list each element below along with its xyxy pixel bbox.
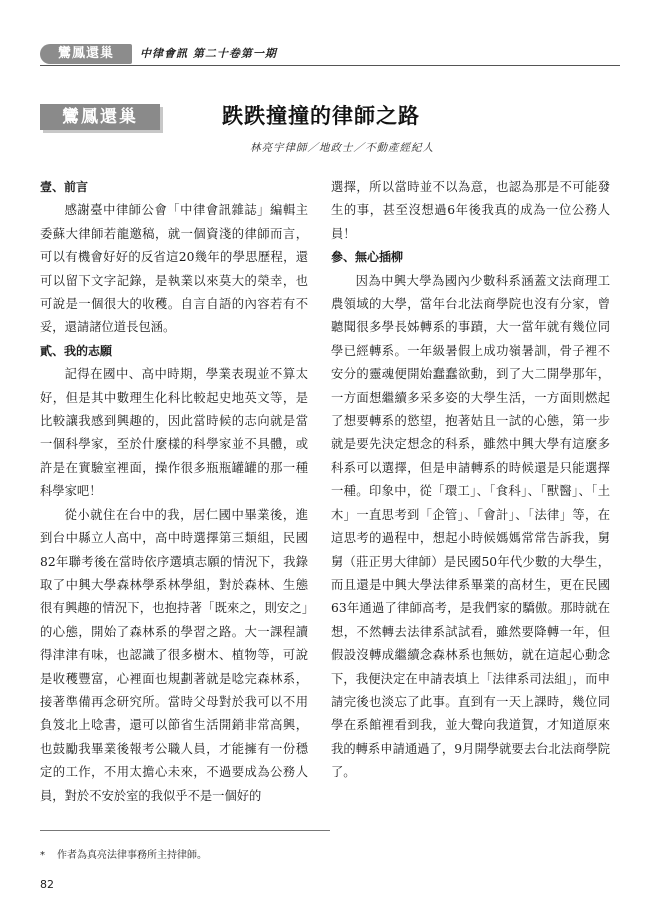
- footnote-mark: *: [40, 850, 45, 861]
- section-heading: 參、無心插柳: [331, 250, 404, 265]
- running-header-journal-title: 中律會訊 第二十卷第一期: [140, 47, 277, 60]
- paragraph: 感謝臺中律師公會「中律會訊雜誌」編輯主委蘇大律師若龍邀稿，就一個資淺的律師而言，可以有機會好好的反省這20幾年的學思歷程，還可以留下文字記錄，是執業以來莫大的榮幸，也可說是一個很大的收穫。自言自語的內容若有不妥，還請諸位道長包涵。: [40, 203, 308, 335]
- paragraph: 因為中興大學為國內少數科系涵蓋文法商理工農領域的大學，當年台北法商學院也沒有分家，曾聽聞很多學長姊轉系的事蹟，大一當年就有幾位同學已經轉系。一年級暑假上成功嶺暑訓，骨子裡不安分的靈魂便開始蠢蠢欲動，到了大二開學那年，一方面想繼續多采多姿的大學生活，一方面則燃起了想要轉系的慾望，抱著姑且一試的心態，第一步就是要先決定想念的科系，雖然中興大學有這麼多科系可以選擇，但是申請轉系的時候還是只能選擇一種。印象中，從「環工」、「食科」、「獸醫」、「土木」一直思考到「企管」、「會計」、「法律」等，在這思考的過程中，想起小時候媽媽常常告訴我，舅舅（莊正男大律師）是民國50年代少數的大學生，而且還是中興大學法律系畢業的高材生，更在民國63年通過了律師高考，是我們家的驕傲。那時就在想，不然轉去法律系試試看，雖然要降轉一年，但假設沒轉成繼續念森林系也無妨，就在這起心動念下，我便決定在申請表填上「法律系司法組」，而申請完後也淡忘了此事。直到有一天上課時，幾位同學在系館裡看到我，並大聲向我道賀，才知道原來我的轉系申請通過了，9月開學就要去台北法商學院了。: [331, 273, 610, 780]
- footnote-text: 作者為真亮法律事務所主持律師。: [57, 850, 207, 861]
- footnote-rule: [40, 830, 330, 831]
- running-header-rule: [40, 65, 620, 66]
- section-heading: 壹、前言: [40, 180, 89, 194]
- article-title: 跌跌撞撞的律師之路: [222, 103, 420, 128]
- running-header-section-tab: 鸞鳳還巢: [40, 44, 132, 64]
- running-header: [40, 44, 620, 66]
- article-byline: 林亮宇律師／地政士／不動產經紀人: [250, 142, 434, 154]
- section-heading: 貳、我的志願: [40, 343, 113, 358]
- paragraph: 從小就住在台中的我，居仁國中畢業後，進到台中縣立人高中，高中時選擇第三類組，民國82年聯考後在當時依序選填志願的情況下，我錄取了中興大學森林學系林學組，對於森林、生態很有興趣的情況下，也抱持著「既來之，則安之」的心態，開始了森林系的學習之路。大一課程讀得津津有味，也認識了很多樹木、植物等，可說是收穫豐富，心裡面也規劃著就是唸完森林系，接著準備再念研究所。當時父母對於我可以不用負笈北上唸書，還可以節省生活開銷非常高興，也鼓勵我畢業後報考公職人員，才能擁有一份穩定的工作，不用太擔心未來，不過要成為公務人員，對於不安於室的我似乎不是一個好的: [40, 507, 308, 803]
- right-column: [331, 176, 610, 785]
- paragraph-continued: 選擇，所以當時並不以為意，也認為那是不可能發生的事，甚至沒想過6年後我真的成為一位公務人員！: [331, 180, 610, 241]
- left-column: [40, 176, 308, 808]
- paragraph: 記得在國中、高中時期，學業表現並不算太好，但是其中數理生化科比較起史地英文等，是比較讓我感到興趣的，因此當時候的志向就是當一個科學家，至於什麼樣的科學家並不具體，或許是在實驗室裡面，操作很多瓶瓶罐罐的那一種科學家吧！: [40, 367, 308, 499]
- page-number: 82: [40, 878, 54, 891]
- footnote: [40, 846, 207, 861]
- section-badge: 鸞鳳還巢: [40, 104, 160, 130]
